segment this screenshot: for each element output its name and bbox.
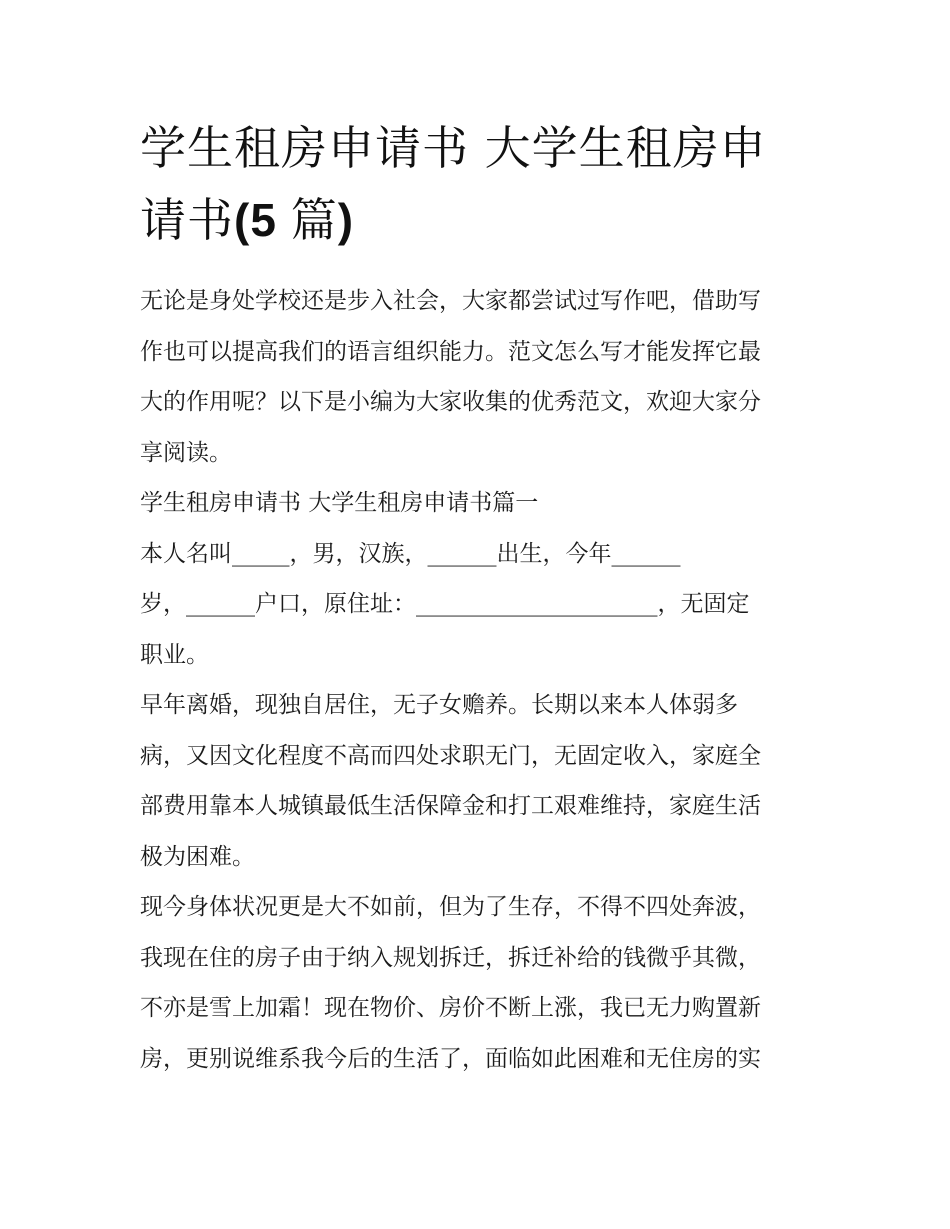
section-heading: 学生租房申请书 大学生租房申请书篇一 (140, 490, 539, 516)
title-close-paren: ) (337, 194, 355, 246)
body-line: 我现在住的房子由于纳入规划拆迁，拆迁补给的钱微乎其微， (140, 944, 761, 971)
title-line-2-prefix: 请书 (140, 193, 234, 247)
body-line: 享阅读。 (140, 439, 232, 466)
document-title (140, 112, 820, 256)
body-line: 本人名叫_____，男，汉族，______出生，今年______ (140, 540, 681, 567)
body-line: 大的作用呢？以下是小编为大家收集的优秀范文，欢迎大家分 (140, 389, 761, 415)
title-count-unit: 篇 (290, 193, 338, 247)
body-line: 房，更别说维系我今后的生活了，面临如此困难和无住房的实 (140, 1045, 761, 1072)
document-body (140, 276, 820, 1084)
body-line: 现今身体状况更是大不如前，但为了生存，不得不四处奔波， (140, 894, 761, 920)
body-line: 作也可以提高我们的语言组织能力。范文怎么写才能发挥它最 (140, 338, 761, 365)
title-count-number: (5 (234, 194, 291, 246)
body-line: 病，又因文化程度不高而四处求职无门，无固定收入，家庭全 (140, 742, 761, 769)
body-line: 部费用靠本人城镇最低生活保障金和打工艰难维持，家庭生活 (140, 793, 761, 819)
body-line: 岁，______户口，原住址：_____________________，无固定 (140, 591, 750, 617)
body-line: 职业。 (140, 641, 209, 668)
title-line-2 (140, 184, 820, 256)
title-line-1: 学生租房申请书 大学生租房申 (140, 121, 767, 175)
body-line: 早年离婚，现独自居住，无子女赡养。长期以来本人体弱多 (140, 692, 738, 718)
body-line: 不亦是雪上加霜！现在物价、房价不断上涨，我已无力购置新 (140, 995, 761, 1021)
body-line: 极为困难。 (140, 843, 255, 870)
body-line: 无论是身处学校还是步入社会，大家都尝试过写作吧，借助写 (140, 288, 761, 314)
